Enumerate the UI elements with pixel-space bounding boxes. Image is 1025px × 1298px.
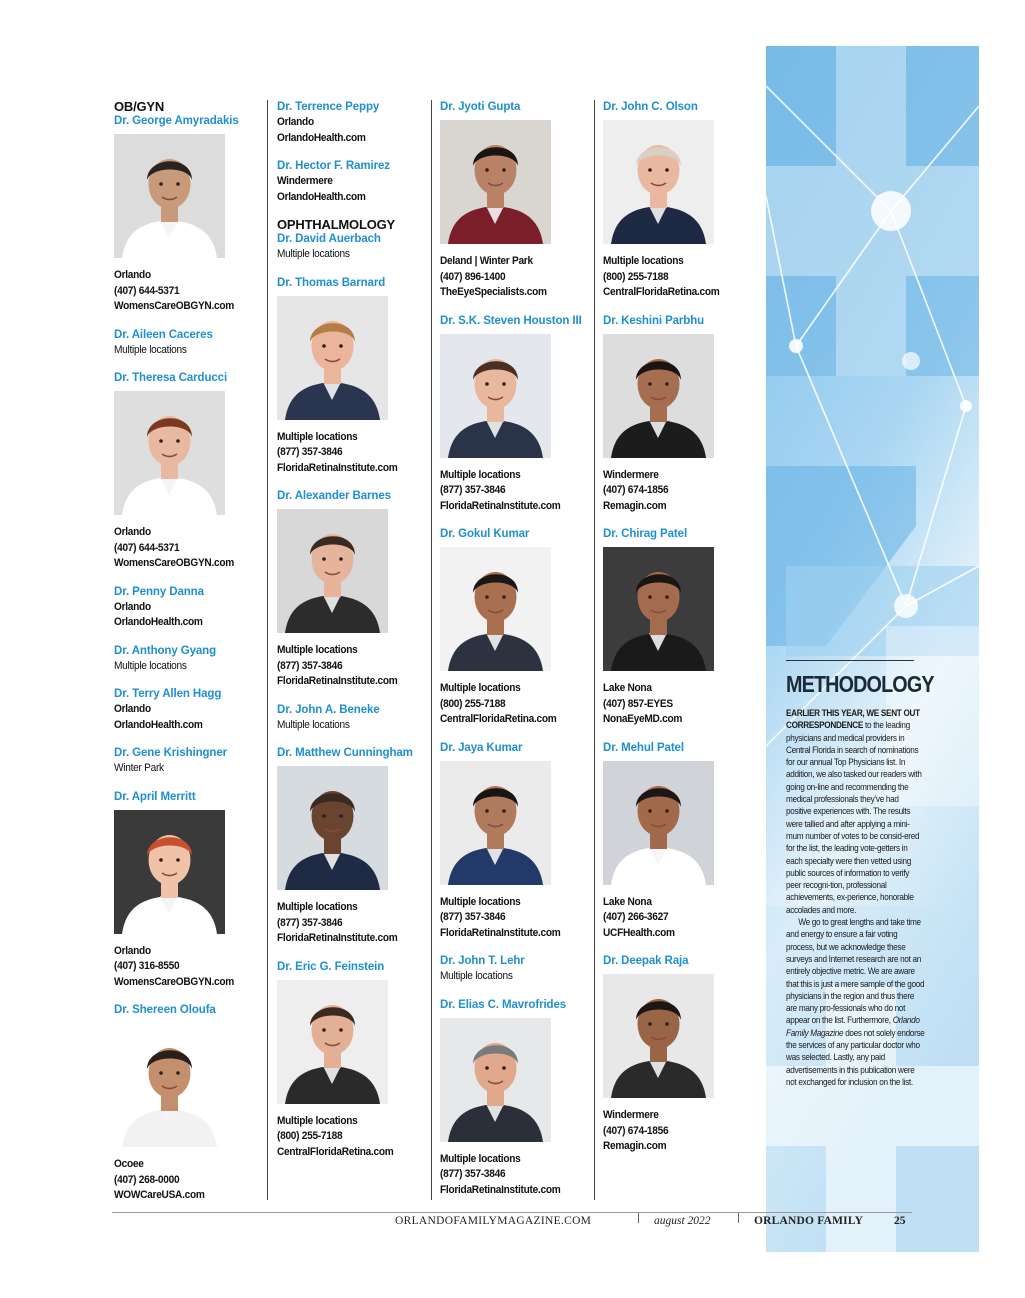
methodology-text: does not solely endorse the services of any particular doctor who was selected. Lastly, any paid advertisements in this publication were not exchanged for inclusion on the list. [786, 1027, 925, 1087]
physician-headshot [603, 974, 714, 1098]
physician-detail: FloridaRetinaInstitute.com [277, 932, 398, 944]
physician-detail: Orlando [114, 944, 151, 957]
physician-listing [277, 489, 427, 690]
physician-name: Dr. Jyoti Gupta [440, 101, 521, 113]
footer-page-number: 25 [894, 1215, 906, 1227]
physician-listing [114, 746, 264, 777]
physician-listing [277, 746, 427, 947]
physician-detail: Orlando [277, 116, 314, 128]
physician-headshot [603, 761, 714, 885]
physician-detail: Orlando [114, 703, 151, 715]
footer-rule [112, 1212, 912, 1213]
physician-headshot [114, 810, 225, 934]
footer-divider [638, 1213, 639, 1223]
physician-headshot [440, 334, 551, 458]
physician-detail: (877) 357-3846 [440, 1168, 506, 1180]
physician-listing [277, 159, 427, 205]
physician-detail: Multiple locations [440, 1152, 521, 1165]
physician-name: Dr. Keshini Parbhu [603, 314, 705, 327]
physician-detail: FloridaRetinaInstitute.com [440, 926, 561, 939]
physician-column-2 [277, 100, 427, 1173]
physician-listing [114, 328, 264, 359]
physician-listing [603, 954, 753, 1155]
physician-detail: CentralFloridaRetina.com [603, 286, 720, 298]
physician-headshot [277, 980, 388, 1104]
footer-website: ORLANDOFAMILYMAGAZINE.COM [395, 1215, 592, 1227]
magazine-name-italic: Orlando Family Magazine [786, 1015, 920, 1038]
physician-listing [277, 703, 427, 734]
physician-detail: WOWCareUSA.com [114, 1189, 205, 1201]
physician-headshot [277, 296, 388, 420]
physician-detail: (800) 255-7188 [440, 697, 506, 710]
footer-issue-date: august 2022 [654, 1215, 711, 1227]
physician-detail: Orlando [114, 269, 151, 281]
physician-listing [277, 100, 427, 146]
physician-name: Dr. Alexander Barnes [277, 490, 391, 502]
physician-listing [603, 527, 753, 728]
physician-detail: (407) 674-1856 [603, 484, 669, 496]
physician-detail: Windermere [603, 468, 659, 481]
physician-detail: Multiple locations [277, 644, 358, 656]
physician-detail: Deland | Winter Park [440, 255, 533, 267]
physician-name: Dr. Terry Allen Hagg [114, 688, 222, 700]
physician-detail: Multiple locations [114, 659, 187, 672]
physician-listing [440, 998, 590, 1199]
methodology-sidebar [786, 660, 934, 1088]
column-divider [594, 100, 595, 1200]
physician-name: Dr. April Merritt [114, 790, 196, 803]
physician-name: Dr. S.K. Steven Houston III [440, 314, 582, 327]
physician-detail: Multiple locations [277, 248, 350, 260]
physician-detail: Lake Nona [603, 895, 652, 908]
physician-headshot [440, 761, 551, 885]
physician-headshot [277, 766, 388, 890]
physician-headshot [440, 120, 551, 244]
methodology-rule [786, 660, 914, 661]
physician-name: Dr. Deepak Raja [603, 955, 689, 967]
physician-headshot [277, 509, 388, 633]
physician-detail: OrlandoHealth.com [114, 616, 203, 628]
physician-detail: Orlando [114, 526, 151, 538]
methodology-paragraph-2 [786, 916, 925, 1088]
physician-column-3 [440, 100, 590, 1211]
page-footer [380, 1215, 910, 1233]
physician-name: Dr. Hector F. Ramirez [277, 160, 390, 172]
physician-detail: (877) 357-3846 [440, 484, 506, 496]
physician-headshot [603, 120, 714, 244]
methodology-text: We go to great lengths and take time and energy to ensure a fair voting process, but we acknowledge these surveys and Internet research are not an entirely objective metric. We are aware that this is just a mere sample of the good physicians in the region and thus there are many pro-fessionals who do not appear on the list. Furthermore, [786, 917, 925, 1026]
physician-detail: WomensCareOBGYN.com [114, 300, 234, 312]
physician-detail: (407) 316-8550 [114, 960, 180, 972]
physician-listing [440, 314, 590, 515]
physician-name: Dr. Eric G. Feinstein [277, 960, 385, 973]
physician-detail: (407) 644-5371 [114, 284, 180, 297]
physician-listing [440, 954, 590, 985]
physician-name: Dr. Terrence Peppy [277, 101, 380, 113]
physician-detail: NonaEyeMD.com [603, 713, 683, 725]
footer-divider [738, 1213, 739, 1223]
physician-headshot [440, 1018, 551, 1142]
physician-detail: Multiple locations [277, 901, 358, 913]
physician-name: Dr. Gokul Kumar [440, 528, 530, 540]
physician-headshot [114, 134, 225, 258]
physician-detail: OrlandoHealth.com [114, 718, 203, 731]
physician-detail: Multiple locations [440, 895, 521, 908]
physician-detail: OrlandoHealth.com [277, 131, 366, 144]
physician-name: Dr. George Amyradakis [114, 115, 239, 127]
physician-detail: Multiple locations [440, 468, 521, 481]
physician-detail: Multiple locations [114, 343, 187, 356]
physician-detail: Winter Park [114, 762, 164, 774]
physician-listing [440, 527, 590, 728]
physician-listing [603, 100, 753, 301]
column-divider [431, 100, 432, 1200]
physician-listing [440, 741, 590, 942]
physician-column-1 [114, 100, 264, 1217]
physician-name: Dr. Matthew Cunningham [277, 747, 413, 759]
physician-detail: (407) 674-1856 [603, 1124, 669, 1137]
physician-name: Dr. Elias C. Mavrofrides [440, 998, 567, 1011]
physician-name: Dr. John C. Olson [603, 101, 698, 113]
physician-listing [114, 585, 264, 631]
physician-detail: Multiple locations [277, 430, 358, 443]
physician-listing [114, 644, 264, 675]
methodology-paragraph-1 [786, 707, 925, 916]
physician-listing [114, 790, 264, 991]
physician-detail: Ocoee [114, 1158, 144, 1170]
physician-listing [440, 100, 590, 301]
physician-name: Dr. Penny Danna [114, 585, 204, 598]
physician-detail: Multiple locations [440, 970, 513, 982]
physician-detail: FloridaRetinaInstitute.com [277, 461, 398, 474]
physician-detail: Multiple locations [603, 255, 684, 267]
physician-listing [603, 314, 753, 515]
physician-detail: (407) 896-1400 [440, 270, 506, 283]
physician-headshot [603, 334, 714, 458]
physician-detail: (407) 644-5371 [114, 541, 180, 554]
physician-detail: Windermere [277, 175, 333, 187]
physician-listing [277, 276, 427, 477]
physician-name: Dr. Thomas Barnard [277, 276, 386, 289]
physician-name: Dr. Jaya Kumar [440, 741, 523, 754]
physician-name: Dr. Shereen Oloufa [114, 1004, 216, 1016]
methodology-title: METHODOLOGY [786, 671, 934, 697]
specialty-heading: OPHTHALMOLOGY [277, 217, 396, 232]
physician-detail: (800) 255-7188 [603, 270, 669, 283]
physician-headshot [114, 391, 225, 515]
physician-listing [603, 741, 753, 942]
physician-detail: FloridaRetinaInstitute.com [440, 499, 561, 512]
physician-detail: Orlando [114, 600, 151, 613]
physician-detail: FloridaRetinaInstitute.com [440, 1183, 561, 1196]
column-divider [267, 100, 268, 1200]
physician-name: Dr. Aileen Caceres [114, 328, 213, 341]
physician-name: Dr. John A. Beneke [277, 703, 380, 716]
physician-detail: Remagin.com [603, 499, 667, 512]
physician-name: Dr. Anthony Gyang [114, 644, 217, 657]
physician-detail: Multiple locations [277, 1114, 358, 1127]
methodology-body [786, 707, 925, 1088]
physician-detail: Remagin.com [603, 1140, 667, 1152]
physician-detail: UCFHealth.com [603, 926, 675, 939]
methodology-lead: EARLIER THIS YEAR, WE SENT OUT CORRESPONDENCE [786, 708, 920, 731]
physician-listing [277, 218, 427, 263]
physician-name: Dr. Theresa Carducci [114, 372, 228, 384]
physician-detail: (800) 255-7188 [277, 1130, 343, 1142]
physician-listing [114, 371, 264, 572]
physician-detail: (877) 357-3846 [440, 911, 506, 923]
physician-detail: WomensCareOBGYN.com [114, 557, 234, 569]
specialty-heading: OB/GYN [114, 99, 165, 114]
physician-name: Dr. Chirag Patel [603, 528, 688, 540]
physician-detail: FloridaRetinaInstitute.com [277, 675, 398, 687]
physician-column-4 [603, 100, 753, 1168]
physician-detail: (407) 266-3627 [603, 911, 669, 923]
physician-name: Dr. John T. Lehr [440, 955, 525, 967]
physician-listing [114, 1003, 264, 1204]
methodology-text: to the leading physicians and medical providers in Central Florida in search of nominations for our annual Top Physicians list. In addition, we also tasked our readers with going on-line and recommending the medical professionals they’ve had positive experiences with. The results were tallied and after applying a mini-mum number of votes to be consid-ered for the list, the leading vote-getters in each specialty were then vetted using public sources of information to verify peer recogni-tion, professional achievements, ex-perience, honorable accolades and more. [786, 720, 922, 915]
physician-detail: Multiple locations [277, 718, 350, 731]
physician-name: Dr. Mehul Patel [603, 741, 684, 754]
physician-headshot [440, 547, 551, 671]
physician-name: Dr. David Auerbach [277, 233, 381, 245]
physician-detail: (877) 357-3846 [277, 659, 343, 672]
physician-detail: (877) 357-3846 [277, 446, 343, 458]
physician-listing [277, 960, 427, 1161]
physician-detail: TheEyeSpecialists.com [440, 286, 547, 298]
physician-detail: (407) 857-EYES [603, 697, 673, 710]
physician-headshot [114, 1023, 225, 1147]
physician-detail: CentralFloridaRetina.com [440, 713, 557, 725]
physician-detail: (407) 268-0000 [114, 1173, 180, 1186]
physician-listing [114, 100, 264, 315]
footer-magazine-name: ORLANDO FAMILY [754, 1215, 864, 1227]
physician-detail: Lake Nona [603, 682, 652, 694]
physician-name: Dr. Gene Krishingner [114, 747, 228, 759]
physician-detail: Windermere [603, 1109, 659, 1121]
physician-listing [114, 687, 264, 733]
physician-detail: WomensCareOBGYN.com [114, 975, 234, 988]
physician-detail: CentralFloridaRetina.com [277, 1145, 394, 1158]
physician-detail: (877) 357-3846 [277, 916, 343, 929]
physician-detail: OrlandoHealth.com [277, 190, 366, 203]
physician-detail: Multiple locations [440, 682, 521, 694]
physician-headshot [603, 547, 714, 671]
